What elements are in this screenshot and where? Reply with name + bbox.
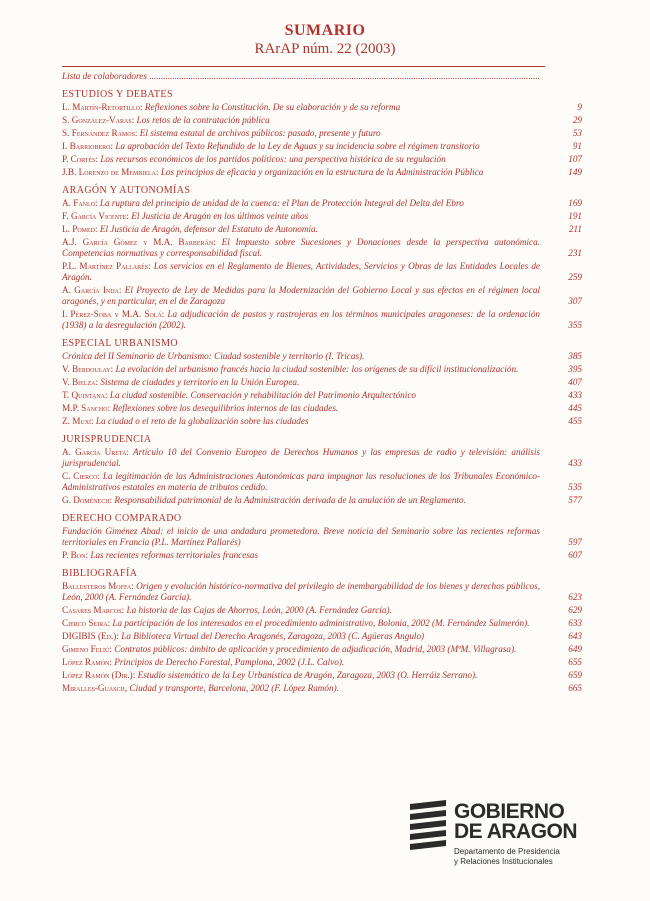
entry-title: El Justicia de Aragón en los últimos veinte años — [131, 211, 309, 221]
logo-line-2: DE ARAGON — [454, 820, 578, 843]
entry-title: La ciudad sostenible. Conservación y rehabilitación del Patrimonio Arquitectónico — [109, 390, 416, 400]
toc-entry — [62, 495, 582, 506]
entry-page: 655 — [568, 657, 582, 667]
entry-text — [62, 390, 540, 401]
entry-author: I. Pérez-Soba y M.A. Solá: — [62, 309, 165, 319]
entry-author: I. Barriobero: — [62, 141, 114, 151]
entry-page: 433 — [568, 390, 582, 400]
toc-entry — [62, 670, 582, 681]
entry-text — [62, 154, 540, 165]
section-heading: ESPECIAL URBANISMO — [62, 338, 179, 349]
entry-text — [62, 657, 540, 668]
entry-author: López Ramón: — [62, 657, 112, 667]
entry-author: A. García Inda: — [62, 285, 122, 295]
entry-author: L. Pomed: — [62, 224, 98, 234]
entry-title: La historia de las Cajas de Ahorros, León, 2000 (A. Fernández García). — [126, 605, 392, 615]
entry-author: Cierco Seira: — [62, 618, 111, 628]
toc-section — [62, 185, 582, 331]
toc-entry — [62, 285, 582, 307]
entry-text — [62, 618, 540, 629]
toc-entry — [62, 237, 582, 259]
entry-page: 633 — [568, 618, 582, 628]
entry-title: Los retos de la contratación pública — [136, 115, 270, 125]
toc-entry — [62, 211, 582, 222]
entry-text — [62, 526, 540, 548]
entry-page: 629 — [568, 605, 582, 615]
entry-title: La participación de los interesados en el procedimiento administrativo, Bolonia, 2002 (M. Fernández Salmerón). — [112, 618, 530, 628]
entry-page: 259 — [568, 272, 582, 282]
section-heading: ESTUDIOS Y DEBATES — [62, 89, 173, 100]
logo-department — [454, 847, 560, 867]
entry-author: A. García Ureta: — [62, 447, 129, 457]
entry-page: 107 — [568, 154, 582, 164]
entry-author: López Ramón (Dir.): — [62, 670, 136, 680]
logo-line-1: GOBIERNO — [454, 800, 565, 823]
top-rule — [62, 66, 545, 67]
entry-page: 577 — [568, 495, 582, 505]
entry-page: 607 — [568, 550, 582, 560]
entry-text — [62, 550, 540, 561]
entry-page: 407 — [568, 377, 582, 387]
toc-entry — [62, 550, 582, 561]
entry-title: Fundación Giménez Abad: el inicio de una andadura prometedora. Breve noticia del Seminario sobre las recientes reformas territoriales en Francia (P.L. Martínez Pallarés) — [62, 526, 540, 547]
entry-text — [62, 670, 540, 681]
table-of-contents — [62, 71, 582, 696]
section-heading: JURISPRUDENCIA — [62, 434, 152, 445]
entry-page: 455 — [568, 416, 582, 426]
toc-section — [62, 89, 582, 178]
entry-title: La ciudad o el reto de la globalización sobre las ciudades — [95, 416, 309, 426]
entry-author: S. González-Varas: — [62, 115, 135, 125]
toc-entry — [62, 416, 582, 427]
entry-text — [62, 115, 540, 126]
entry-text — [62, 237, 540, 259]
entry-title: Reflexiones sobre la Constitución. De su elaboración y de su reforma — [144, 102, 401, 112]
entry-text — [62, 141, 540, 152]
entry-text — [62, 285, 540, 307]
entry-author: P. Cortés: — [62, 154, 99, 164]
entry-author: Casares Marcos: — [62, 605, 125, 615]
entry-title: Principios de Derecho Forestal, Pamplona, 2002 (J.L. Calvo). — [114, 657, 345, 667]
logo-wordmark — [454, 802, 577, 842]
entry-text — [62, 224, 540, 235]
entry-text — [62, 128, 540, 139]
entry-page: 149 — [568, 167, 582, 177]
section-heading: BIBLIOGRAFÍA — [62, 568, 138, 579]
entry-author: Ballesteros Moffa: — [62, 581, 134, 591]
entry-text — [62, 471, 540, 493]
logo-dept-line-1: Departamento de Presidencia — [454, 847, 560, 856]
toc-entry — [62, 115, 582, 126]
entry-page: 385 — [568, 351, 582, 361]
toc-entry — [62, 390, 582, 401]
toc-entry — [62, 618, 582, 629]
entry-page: 535 — [568, 482, 582, 492]
title-block — [0, 22, 650, 58]
entry-author: M.P. Sancho: — [62, 403, 111, 413]
entry-text — [62, 403, 540, 414]
entry-text — [62, 495, 540, 506]
toc-entry — [62, 605, 582, 616]
toc-entry — [62, 644, 582, 655]
toc-entry — [62, 102, 582, 113]
entry-title: El sistema estatal de archivos públicos: pasado, presente y futuro — [139, 128, 381, 138]
entry-author: V. Bielza: — [62, 377, 99, 387]
toc-entry — [62, 447, 582, 469]
section-heading: ARAGÓN Y AUTONOMÍAS — [62, 185, 191, 196]
entry-text — [62, 631, 540, 642]
entry-author: A.J. García Gómez y M.A. Barberán: — [62, 237, 216, 247]
entry-author: V. Berdoulay: — [62, 364, 114, 374]
entry-author: Z. Muxí: — [62, 416, 94, 426]
government-logo — [408, 800, 608, 870]
entry-page: 643 — [568, 631, 582, 641]
entry-title: Artículo 10 del Convenio Europeo de Derechos Humanos y las empresas de radio y televisión: análisis jurisprudencial. — [62, 447, 541, 468]
entry-author: F. García Vicente: — [62, 211, 129, 221]
entry-text — [62, 581, 540, 603]
entry-page: 649 — [568, 644, 582, 654]
toc-entry — [62, 657, 582, 668]
toc-entry — [62, 683, 582, 694]
entry-text — [62, 447, 540, 469]
toc-section — [62, 568, 582, 694]
entry-page: 191 — [568, 211, 582, 221]
entry-author: T. Quintana: — [62, 390, 108, 400]
entry-title: La evolución del urbanismo francés hacia la ciudad sostenible: los orígenes de su difícil institucionalización. — [115, 364, 519, 374]
entry-title: El Impuesto sobre Sucesiones y Donaciones desde la perspectiva autonómica. Competencias normativas y corresponsabilidad fiscal. — [62, 237, 540, 258]
entry-author: Gimeno Feliú: — [62, 644, 112, 654]
entry-text — [62, 377, 540, 388]
entry-author: C. Cierco: — [62, 471, 100, 481]
entry-text — [62, 309, 540, 331]
entry-title: El Justicia de Aragón, defensor del Estatuto de Autonomía. — [99, 224, 318, 234]
entry-page: 307 — [568, 296, 582, 306]
entry-page: 623 — [568, 592, 582, 602]
toc-entry — [62, 377, 582, 388]
entry-title: Responsabilidad patrimonial de la Administración derivada de la anulación de un Reglamento. — [114, 495, 466, 505]
toc-entry — [62, 167, 582, 178]
entry-page: 355 — [568, 320, 582, 330]
entry-author: A. Fanlo: — [62, 198, 98, 208]
toc-entry — [62, 141, 582, 152]
entry-text — [62, 261, 540, 283]
entry-author: J.B. Lorenzo de Membiela: — [62, 167, 159, 177]
entry-title: La aprobación del Texto Refundido de la Ley de Aguas y su incidencia sobre el régimen transitorio — [115, 141, 480, 151]
entry-page: 53 — [572, 128, 582, 138]
entry-text — [62, 198, 540, 209]
entry-text — [62, 211, 540, 222]
entry-page: 445 — [568, 403, 582, 413]
entry-text — [62, 644, 540, 655]
entry-title: Los principios de eficacia y organización en la estructura de la Administración Pública — [160, 167, 484, 177]
entry-text — [62, 605, 540, 616]
entry-page: 659 — [568, 670, 582, 680]
toc-section — [62, 513, 582, 561]
toc-entry — [62, 261, 582, 283]
toc-section — [62, 434, 582, 506]
entry-title: Ciudad y transporte, Barcelona, 2002 (F. López Ramón). — [129, 683, 339, 693]
entry-text — [62, 351, 540, 362]
toc-entry — [62, 471, 582, 493]
entry-page: 597 — [568, 537, 582, 547]
entry-title: La legitimación de las Administraciones Autonómicas para impugnar las resoluciones de los Tribunales Económico-Administrativos estatales en materia de tributos cedido. — [62, 471, 541, 492]
entry-page: 169 — [568, 198, 582, 208]
entry-title: Los recursos económicos de los partidos políticos: una perspectiva histórica de su regulación — [100, 154, 446, 164]
page-subtitle: RArAP núm. 22 (2003) — [254, 41, 396, 57]
entry-title: La ruptura del principio de unidad de la cuenca: el Plan de Protección Integral del Delta del Ebro — [99, 198, 464, 208]
entry-page: 665 — [568, 683, 582, 693]
entry-title: Crónica del II Seminario de Urbanismo: Ciudad sostenible y territorio (I. Tricas). — [62, 351, 365, 361]
toc-entry — [62, 631, 582, 642]
toc-entry — [62, 526, 582, 548]
entry-text — [62, 683, 540, 694]
toc-entry — [62, 198, 582, 209]
entry-author: S. Fernández Ramos: — [62, 128, 138, 138]
entry-text — [62, 102, 540, 113]
entry-title: Las recientes reformas territoriales francesas — [90, 550, 259, 560]
entry-title: La adjudicación de pastos y rastrojeras en los términos municipales aragoneses: de la ordenación (1938) a la desregulación (2002). — [62, 309, 541, 330]
entry-author: P.L. Martínez Pallarés: — [62, 261, 151, 271]
entry-author: Miralles-Guasch, — [62, 683, 128, 693]
entry-title: La Biblioteca Virtual del Derecho Aragonés, Zaragoza, 2003 (C. Agüeras Angulo) — [121, 631, 425, 641]
entry-page: 433 — [568, 458, 582, 468]
logo-dept-line-2: y Relaciones Institucionales — [454, 857, 553, 866]
toc-entry — [62, 364, 582, 375]
toc-entry — [62, 309, 582, 331]
entry-page: 231 — [568, 248, 582, 258]
toc-entry — [62, 154, 582, 165]
entry-title: Reflexiones sobre los desequilibrios internos de las ciudades. — [112, 403, 339, 413]
toc-entry — [62, 224, 582, 235]
entry-page: 9 — [577, 102, 582, 112]
entry-page: 395 — [568, 364, 582, 374]
entry-title: Sistema de ciudades y territorio en la Unión Europea. — [100, 377, 300, 387]
section-heading: DERECHO COMPARADO — [62, 513, 182, 524]
toc-entry — [62, 128, 582, 139]
toc-entry — [62, 351, 582, 362]
entry-page: 91 — [572, 141, 582, 151]
aragon-logo-icon — [408, 800, 448, 850]
entry-title: Estudio sistemático de la Ley Urbanística de Aragón, Zaragoza, 2003 (O. Herráiz Serrano). — [137, 670, 478, 680]
entry-author: G. Domènech: — [62, 495, 113, 505]
entry-title: Origen y evolución histórico-normativa del privilegio de inembargabilidad de los bienes y derechos públicos, León, 2000 (A. Fernández García). — [62, 581, 541, 602]
toc-entry — [62, 403, 582, 414]
entry-title: El Proyecto de Ley de Medidas para la Modernización del Gobierno Local y sus efectos en el régimen local aragonés, y en particular, en el de Zaragoza — [62, 285, 541, 306]
entry-text — [62, 416, 540, 427]
entry-author: DIGIBIS (Ed.): — [62, 631, 119, 641]
intro-text: Lista de colaboradores ..... — [62, 71, 540, 82]
entry-text — [62, 364, 540, 375]
entry-text — [62, 167, 540, 178]
entry-author: P. Bon: — [62, 550, 89, 560]
entry-page: 29 — [572, 115, 582, 125]
toc-entry — [62, 581, 582, 603]
intro-entry — [62, 71, 582, 82]
entry-author: L. Martín-Retortillo: — [62, 102, 143, 112]
entry-title: Los servicios en el Reglamento de Bienes, Actividades, Servicios y Obras de las Entidades Locales de Aragón. — [62, 261, 540, 282]
entry-title: Contratos públicos: ámbito de aplicación y procedimiento de adjudicación, Madrid, 2003 (MªM. Villagrasa). — [114, 644, 517, 654]
toc-section — [62, 338, 582, 427]
page-title: SUMARIO — [284, 22, 366, 39]
entry-page: 211 — [568, 224, 582, 234]
